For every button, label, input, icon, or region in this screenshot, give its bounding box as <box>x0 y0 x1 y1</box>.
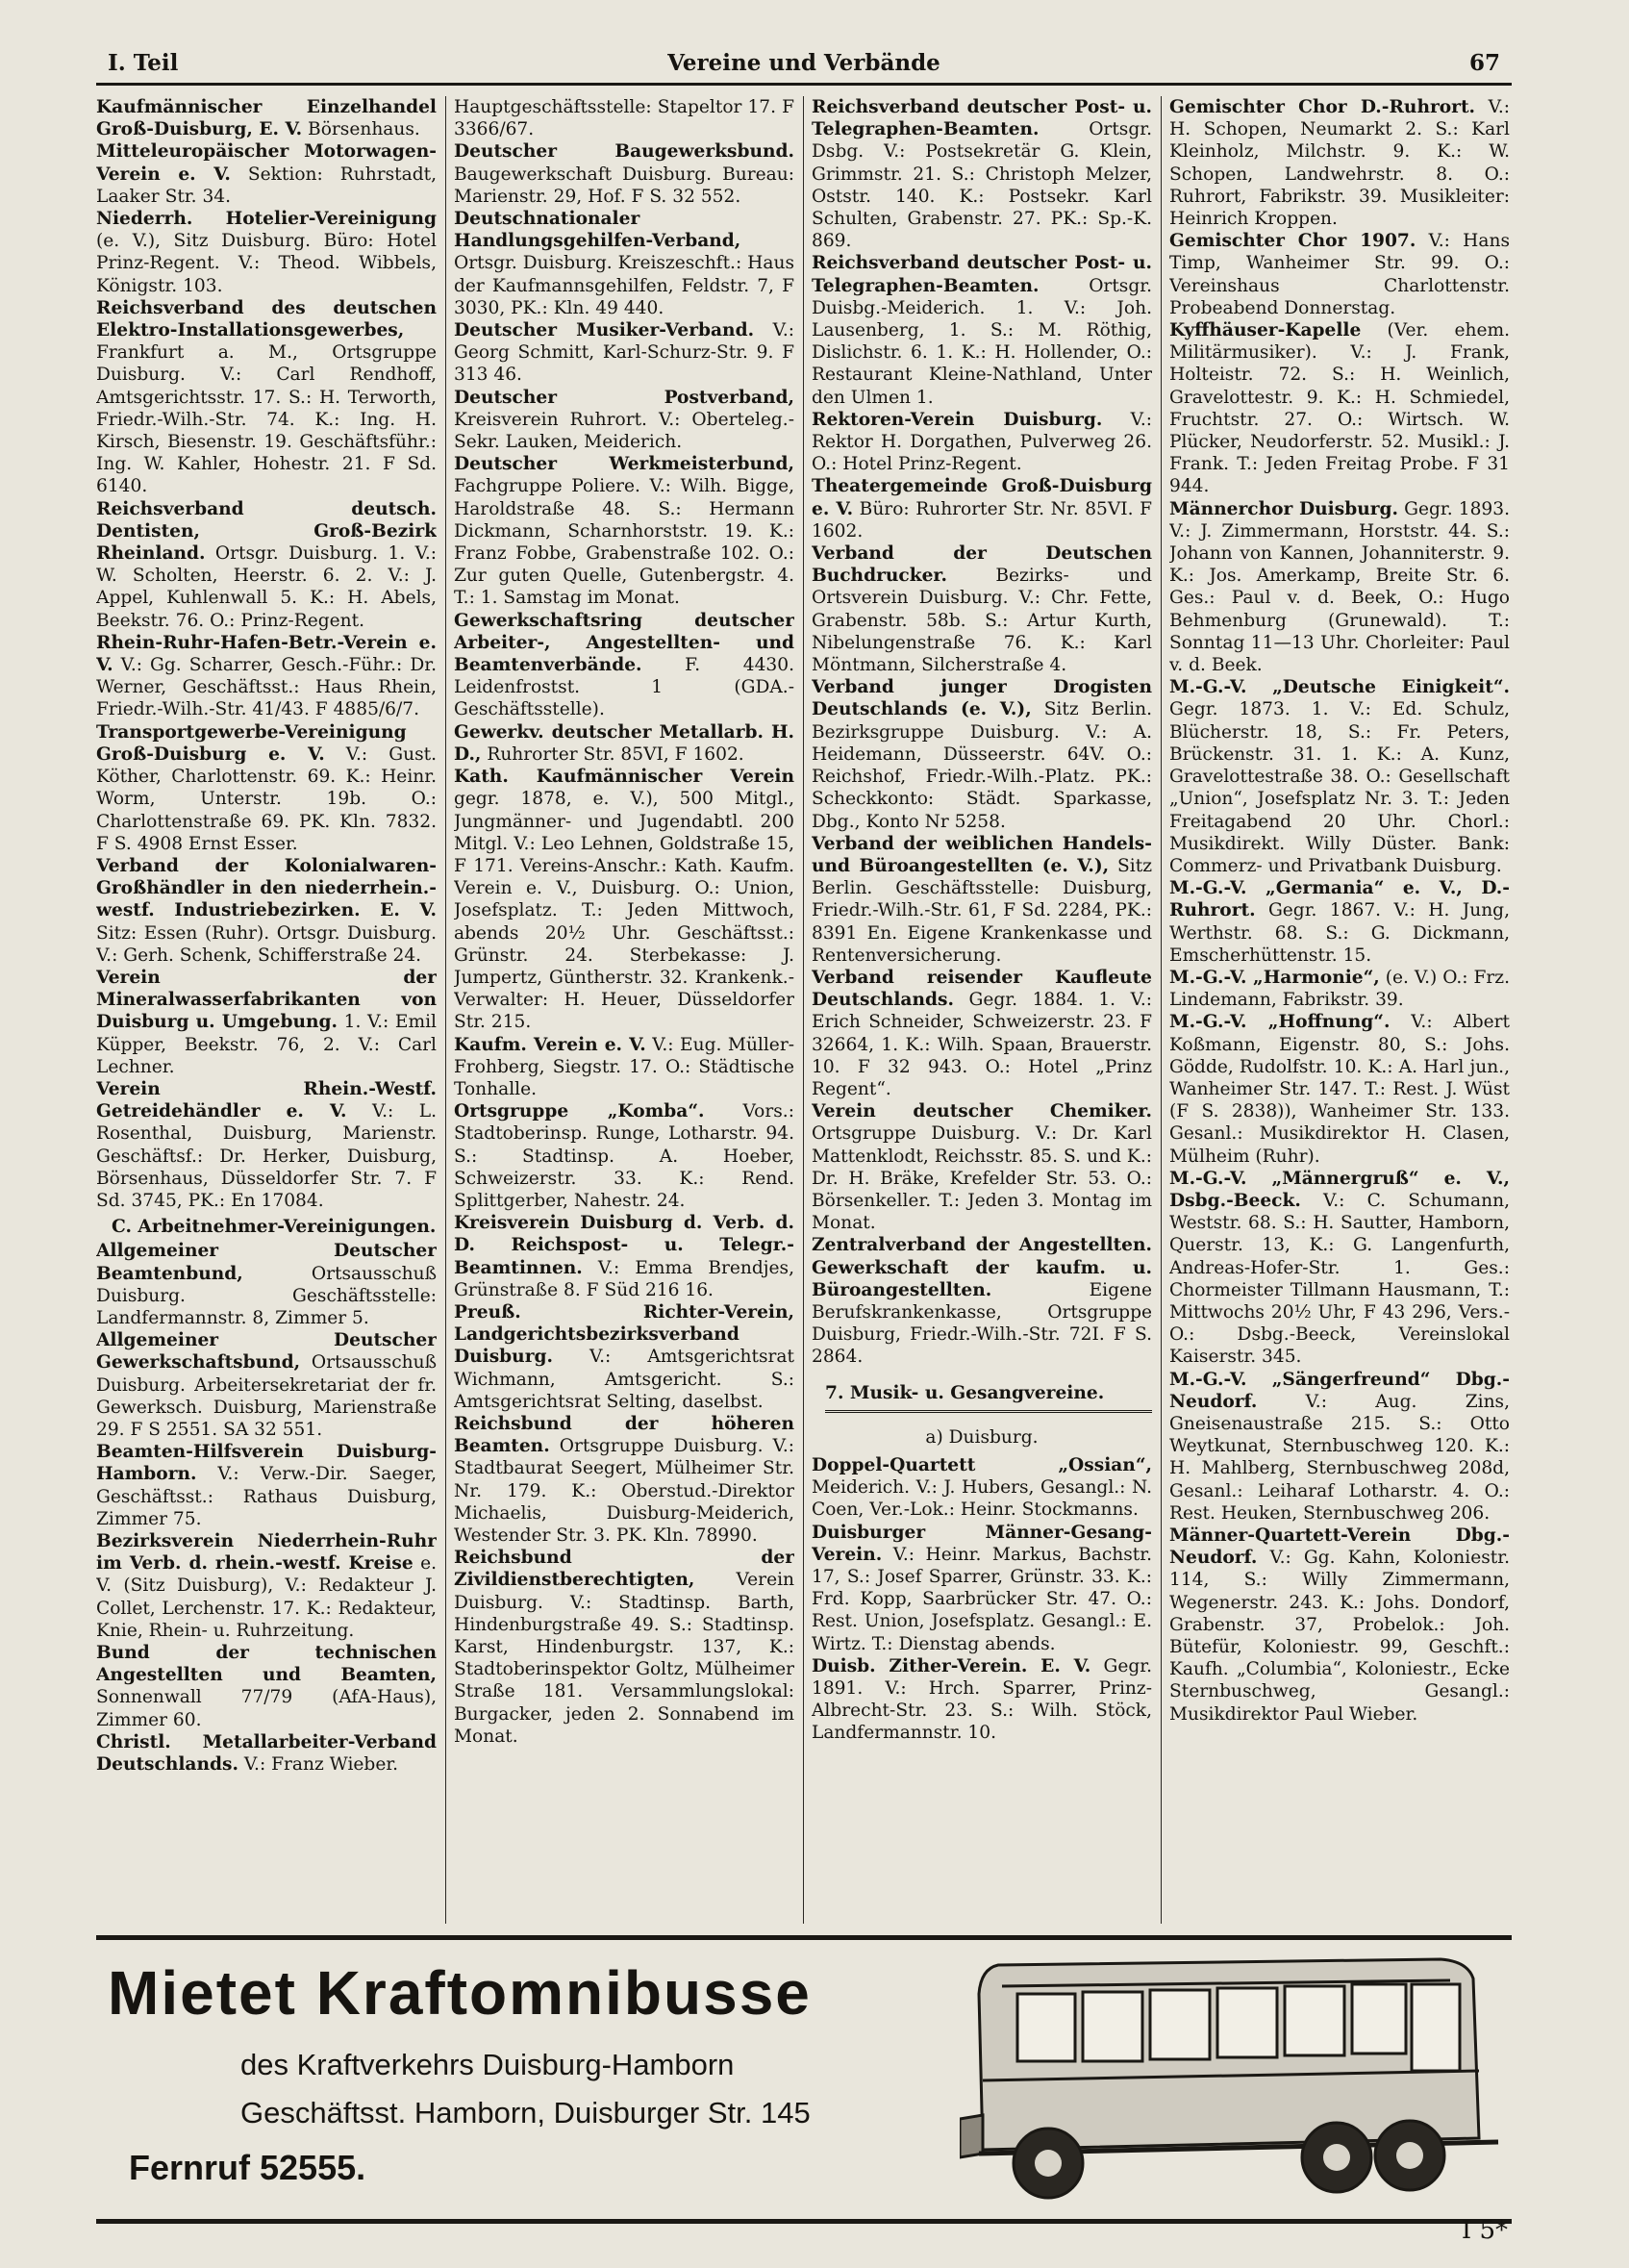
directory-entry <box>1169 96 1510 230</box>
entry-name: Transportgewerbe-Vereinigung Groß-Duisburg e. V. <box>96 721 407 765</box>
directory-entry <box>1169 498 1510 677</box>
directory-entry <box>812 475 1152 542</box>
section-heading: C. Arbeitnehmer-Vereinigungen. <box>112 1217 437 1238</box>
entry-name: Verband reisender Kaufleute Deutschlands. <box>812 967 1152 1011</box>
directory-entry <box>812 676 1152 832</box>
directory-entry <box>454 610 794 721</box>
entry-name: Reichsverband deutscher Post- u. Telegraphen-Beamten. <box>812 253 1152 296</box>
entry-name: Gewerkschaftsring deutscher Arbeiter-, Angestellten- und Beamtenverbände. <box>454 610 794 676</box>
directory-entry <box>96 297 437 498</box>
entry-name: Verein der Mineralwasserfabrikanten von Duisburg u. Umgebung. <box>96 967 437 1033</box>
directory-entry <box>1169 319 1510 498</box>
entry-name: M.-G.-V. „Deutsche Einigkeit“. <box>1169 677 1510 698</box>
entry-details: (Ver. ehem. Militärmusiker). V.: J. Frank, Holteistr. 72. S.: H. Weinlich, Gravelottestr. 9. K.: H. Schmiedel, Fruchtstr. 27. O.: Wirtsch. W. Plücker, Neudorferstr. 52. Musikl.: J. Frank. T.: Jeden Freitag Probe. F 31 944. <box>1169 320 1510 497</box>
entry-details: F. 4430. Leidenfrostst. 1 (GDA.-Geschäftsstelle). <box>454 655 794 720</box>
entry-name: Verband junger Drogisten Deutschlands (e. V.), <box>812 677 1152 720</box>
entry-details: V.: Gust. Köther, Charlottenstr. 69. K.: Heinr. Worm, Unterstr. 19b. O.: Charlottenstraße 69. PK. Kln. 7832. F S. 4908 Ernst Esser. <box>96 743 437 854</box>
column-divider <box>1161 96 1162 1924</box>
entry-details: Ortsgr. Dsbg. V.: Postsekretär G. Klein, Grimmstr. 21. S.: Christoph Melzer, Oststr. 140. K.: Postsekr. Karl Schulten, Grabenstr. 27. PK.: Sp.-K. 869. <box>812 119 1152 252</box>
directory-entry <box>96 967 437 1078</box>
entry-details: V.: Gg. Scharrer, Gesch.-Führ.: Dr. Werner, Geschäftsst.: Haus Rhein, Friedr.-Wilh.-Str. 41/43. F 4885/6/7. <box>96 655 437 720</box>
entry-name: Preuß. Richter-Verein, Landgerichtsbezirksverband Duisburg. <box>454 1301 794 1368</box>
entry-details: Gegr. 1884. 1. V.: Erich Schneider, Schweizerstr. 23. F 32664, 1. K.: Wilh. Spaan, Brauerstr. 10. F 32 943. O.: Hotel „Prinz Regent“. <box>812 990 1152 1099</box>
directory-entry <box>812 1655 1152 1745</box>
entry-details: Gegr. 1867. V.: H. Jung, Werthstr. 68. S.: G. Dickmann, Emscherhüttenstr. 15. <box>1169 900 1510 966</box>
entry-name: M.-G.-V. „Sängerfreund“ Dbg.-Neudorf. <box>1169 1369 1510 1412</box>
directory-entry <box>96 632 437 721</box>
column-2 <box>454 96 794 1924</box>
entry-details: Sitz Berlin. Geschäftsstelle: Duisburg, Friedr.-Wilh.-Str. 61, F Sd. 2284, PK.: 8391 En. Eigene Krankenkasse und Rentenversicherung. <box>812 855 1152 966</box>
entry-name: Allgemeiner Deutscher Beamtenbund, <box>96 1241 437 1284</box>
entry-name: Männer-Quartett-Verein Dbg.-Neudorf. <box>1169 1525 1510 1569</box>
directory-entry <box>454 1413 794 1547</box>
header-part: I. Teil <box>108 50 179 76</box>
entry-details: Gegr. 1891. V.: Hrch. Sparrer, Prinz-Albrecht-Str. 23. S.: Wilh. Stöck, Landfermannstr. 10. <box>812 1655 1152 1744</box>
entry-details: Büro: Ruhrorter Str. Nr. 85VI. F 1602. <box>812 498 1152 542</box>
directory-entry <box>812 1454 1152 1522</box>
directory-entry <box>454 96 794 140</box>
directory-entry <box>454 1212 794 1301</box>
entry-details: Kreisverein Ruhrort. V.: Oberteleg.-Sekr. Lauken, Meiderich. <box>454 409 794 453</box>
entry-name: Bund der technischen Angestellten und Beamten, <box>96 1643 437 1686</box>
entry-name: Niederrh. Hotelier-Vereinigung <box>96 209 437 230</box>
entry-name: Deutscher Werkmeisterbund, <box>454 454 794 475</box>
entry-details: e. V. (Sitz Duisburg), V.: Redakteur J. Collet, Lerchenstr. 17. K.: Redakteur, Knie, Rhein- u. Ruhrzeitung. <box>96 1553 437 1641</box>
entry-details: Ortsausschuß Duisburg. Arbeitersekretariat der fr. Gewerksch. Duisburg, Marienstraße 29. F S 2551. SA 32 551. <box>96 1352 437 1440</box>
column-divider <box>445 96 446 1924</box>
entry-name: Gemischter Chor D.-Ruhrort. <box>1169 97 1476 117</box>
entry-details: V.: Amtsgerichtsrat Wichmann, Amtsgericht. S.: Amtsgerichtsrat Selting, daselbst. <box>454 1347 794 1412</box>
directory-entry <box>812 1522 1152 1655</box>
entry-details: Verein Duisburg. V.: Stadtinsp. Barth, Hindenburgstraße 49. S.: Stadtinsp. Karst, Hindenburgstr. 137, K.: Stadtoberinspektor Goltz, Mülheimer Straße 181. Versammlungslokal: Burgacker, jeden 2. Sonnabend im Monat. <box>454 1570 794 1747</box>
entry-details: V.: Emma Brendjes, Grünstraße 8. F Süd 216 16. <box>454 1257 794 1300</box>
directory-entry <box>1169 676 1510 877</box>
entry-details: Frankfurt a. M., Ortsgruppe Duisburg. V.: Carl Rendhoff, Amtsgerichtsstr. 17. S.: H. Terworth, Friedr.-Wilh.-Str. 74. K.: Ing. H. Kirsch, Biesenstr. 19. Geschäftsführ.: Ing. W. Kahler, Hohestr. 21. F Sd. 6140. <box>96 342 437 497</box>
page-header <box>96 44 1512 86</box>
entry-name: Theatergemeinde Groß-Duisburg e. V. <box>812 476 1152 519</box>
entry-details: V.: Heinr. Markus, Bachstr. 17, S.: Josef Sparrer, Grünstr. 33. K.: Frd. Kopp, Saarbrücker Str. 47. O.: Rest. Union, Josefsplatz. Gesangl.: E. Wirtz. T.: Dienstag abends. <box>812 1544 1152 1654</box>
entry-details: Ortsausschuß Duisburg. Geschäftsstelle: Landfermannstr. 8, Zimmer 5. <box>96 1263 437 1328</box>
entry-details: Sektion: Ruhrstadt, Laaker Str. 34. <box>96 164 437 207</box>
directory-entry <box>454 319 794 387</box>
directory-entry <box>812 252 1152 408</box>
entry-details: Eigene Berufskrankenkasse, Ortsgruppe Duisburg, Friedr.-Wilh.-Str. 72I. F S. 2864. <box>812 1279 1152 1368</box>
directory-entry <box>96 1329 437 1441</box>
entry-name: Rhein-Ruhr-Hafen-Betr.-Verein e. V. <box>96 632 437 676</box>
entry-name: Deutscher Baugewerksbund. <box>454 141 794 163</box>
entry-details: Gegr. 1873. 1. V.: Ed. Schulz, Blücherstr. 18, S.: Fr. Peters, Brückenstr. 31. 1. K.: A. Kunz, Gravelottestraße 38. O.: Gesellschaft „Union“, Josefsplatz Nr. 3. T.: Jeden Freitagabend 20 Uhr. Chorl.: Musikdirekt. Willy Düster. Bank: Commerz- und Privatbank Duisburg. <box>1169 699 1510 876</box>
entry-name: Reichsverband deutscher Post- u. Telegraphen-Beamten. <box>812 97 1152 140</box>
entry-details: V.: Georg Schmitt, Karl-Schurz-Str. 9. F 313 46. <box>454 320 794 386</box>
directory-entry <box>96 1530 437 1642</box>
entry-name: Reichsverband des deutschen Elektro-Installationsgewerbes, <box>96 297 437 341</box>
entry-details: Börsenhaus. <box>302 119 420 140</box>
directory-entry <box>812 1100 1152 1234</box>
directory-entry <box>454 387 794 454</box>
entry-details: Baugewerkschaft Duisburg. Bureau: Marienstr. 29, Hof. F S. 32 552. <box>454 164 794 207</box>
entry-name: Verein Rhein.-Westf. Getreidehändler e. V. <box>96 1078 437 1122</box>
entry-name: Reichsbund der Zivildienstberechtigten, <box>454 1548 794 1591</box>
directory-entry <box>812 967 1152 1100</box>
directory-columns <box>96 96 1512 1924</box>
entry-details: V.: L. Rosenthal, Duisburg, Marienstr. Geschäftsf.: Dr. Herker, Duisburg, Börsenhaus, Düsseldorfer Str. 7. F Sd. 3745, PK.: En 17084. <box>96 1101 437 1211</box>
entry-name: Reichsverband deutsch. Dentisten, Groß-Bezirk Rheinland. <box>96 498 437 565</box>
entry-name: Deutscher Postverband, <box>454 387 794 408</box>
entry-name: M.-G.-V. „Harmonie“, <box>1169 967 1380 988</box>
entry-name: Beamten-Hilfsverein Duisburg-Hamborn. <box>96 1442 437 1485</box>
directory-entry <box>812 542 1152 676</box>
entry-details: Ortsgruppe Duisburg. V.: Dr. Karl Mattenklodt, Reichsstr. 85. S. und K.: Dr. H. Bräke, Krefelder Str. 53. O.: Börsenkeller. T.: Jeden 3. Montag im Monat. <box>812 1123 1152 1234</box>
ad-phone: Fernruf 52555. <box>129 2148 366 2187</box>
entry-name: Deutschnationaler Handlungsgehilfen-Verband, <box>454 209 741 252</box>
column-4 <box>1169 96 1510 1924</box>
entry-details: Gegr. 1893. V.: J. Zimmermann, Horststr. 44. S.: Johann von Kannen, Johanniterstr. 9. K.: Jos. Amerkamp, Breite Str. 6. Ges.: Paul v. d. Beek, O.: Hugo Behmenburg (Grunewald). T.: Sonntag 11—13 Uhr. Chorleiter: Paul v. d. Beek. <box>1169 498 1510 676</box>
page-number: 67 <box>1468 50 1500 76</box>
directory-entry <box>1169 877 1510 967</box>
entry-name: Verband der Kolonialwaren-Großhändler in den niederrhein.-westf. Industriebezirken. E. V. <box>96 855 437 921</box>
entry-details: Ortsgr. Duisburg. 1. V.: W. Scholten, Heerstr. 6. 2. V.: J. Appel, Kuhlenwall 5. K.: H. Abels, Beekstr. 76. O.: Prinz-Regent. <box>96 543 437 631</box>
directory-entry <box>1169 1011 1510 1167</box>
column-3 <box>812 96 1152 1924</box>
entry-details: V.: Aug. Zins, Gneisenaustraße 215. S.: Otto Weytkunat, Sternbuschweg 120. K.: H. Mahlberg, Sternbuschweg 208d, Gesanl.: Leiharaf Lotharstr. 4. O.: Rest. Heuken, Sternbuschweg 206. <box>1169 1391 1510 1524</box>
directory-entry <box>454 766 794 1033</box>
directory-entry <box>1169 1369 1510 1525</box>
entry-name: Kyffhäuser-Kapelle <box>1169 320 1362 341</box>
header-title: Vereine und Verbände <box>667 50 940 76</box>
entry-details: Ortsgr. Duisburg. Kreiszeschft.: Haus der Kaufmannsgehilfen, Feldstr. 7, F 3030, PK.: Kln. 49 440. <box>454 253 794 318</box>
directory-entry <box>812 833 1152 967</box>
section-heading: 7. Musik- u. Gesangvereine. <box>825 1382 1152 1413</box>
directory-entry <box>1169 1168 1510 1369</box>
entry-name: Zentralverband der Angestellten. Gewerkschaft der kaufm. u. Büroangestellten. <box>812 1235 1152 1300</box>
entry-name: Verband der weiblichen Handels- und Büroangestellten (e. V.), <box>812 833 1152 876</box>
entry-details: V.: C. Schumann, Weststr. 68. S.: H. Sautter, Hamborn, Querstr. 13, K.: G. Langenfurth, Andreas-Hofer-Str. 1. Ges.: Chormeister Tillmann Hausmann, T.: Mittwochs 20½ Uhr, F 43 296, Vers.-O.: Dsbg.-Beeck, Vereinslokal Kaiserstr. 345. <box>1169 1190 1510 1368</box>
subsection-heading: a) Duisburg. <box>925 1426 1039 1448</box>
column-1 <box>96 96 437 1924</box>
entry-name: M.-G.-V. „Hoffnung“. <box>1169 1012 1391 1033</box>
directory-entry <box>96 1078 437 1212</box>
entry-name: Deutscher Musiker-Verband. <box>454 320 755 341</box>
entry-name: Duisb. Zither-Verein. E. V. <box>812 1655 1091 1676</box>
entry-details: V.: Franz Wieber. <box>238 1754 399 1776</box>
entry-name: Kaufmännischer Einzelhandel Groß-Duisburg, E. V. <box>96 97 437 140</box>
directory-entry <box>454 1100 794 1212</box>
entry-details: Sonnenwall 77/79 (AfA-Haus), Zimmer 60. <box>96 1687 437 1730</box>
entry-details: V.: H. Schopen, Neumarkt 2. S.: Karl Kleinholz, Milchstr. 9. K.: W. Schopen, Landwehrstr. 8. O.: Ruhrort, Fabrikstr. 39. Musikleiter: Heinrich Kroppen. <box>1169 97 1510 230</box>
directory-entry <box>96 1240 437 1329</box>
entry-name: Gemischter Chor 1907. <box>1169 231 1416 252</box>
entry-details: Bezirks- und Ortsverein Duisburg. V.: Chr. Fette, Grabenstr. 58b. S.: Artur Kurth, Nibelungenstraße 76. K.: Karl Möntmann, Silcherstraße 4. <box>812 566 1152 676</box>
entry-details: V.: Gg. Kahn, Koloniestr. 114, S.: Willy Zimmermann, Wegenerstr. 243. K.: Johs. Dondorf, Grabenstr. 37, Probelok.: Joh. Bütefür, Koloniestr. 99, Geschft.: Kaufh. „Columbia“, Koloniestr., Ecke Sternbuschweg, Gesangl.: Musikdirektor Paul Wieber. <box>1169 1548 1510 1725</box>
entry-name: Gewerkv. deutscher Metallarb. H. D., <box>454 721 794 765</box>
entry-details: Fachgruppe Poliere. V.: Wilh. Bigge, Haroldstraße 48. S.: Hermann Dickmann, Scharnhorststr. 19. K.: Franz Fobbe, Grabenstraße 102. O.: Zur guten Quelle, Gutenbergstr. 4. T.: 1. Samstag im Monat. <box>454 476 794 609</box>
entry-details: V.: Hans Timp, Wanheimer Str. 99. O.: Vereinshaus Charlottenstr. Probeabend Donnerstag. <box>1169 231 1510 318</box>
directory-entry <box>454 721 794 766</box>
directory-entry <box>1169 230 1510 319</box>
entry-details: Vors.: Stadtoberinsp. Runge, Lotharstr. 94. S.: Stadtinsp. A. Hoeber, Schweizerstr. 33. K.: Rend. Splittgerber, Nahestr. 24. <box>454 1101 794 1211</box>
entry-name: Duisburger Männer-Gesang-Verein. <box>812 1522 1152 1565</box>
ad-address: Geschäftsst. Hamborn, Duisburger Str. 145 <box>240 2096 811 2129</box>
directory-entry <box>96 498 437 632</box>
entry-name: Allgemeiner Deutscher Gewerkschaftsbund, <box>96 1330 437 1373</box>
entry-details: (e. V.) O.: Frz. Lindemann, Fabrikstr. 39. <box>1169 967 1510 1011</box>
entry-details: (e. V.), Sitz Duisburg. Büro: Hotel Prinz-Regent. V.: Theod. Wibbels, Königstr. 103. <box>96 231 437 296</box>
bus-illustration <box>960 1936 1504 2215</box>
directory-entry <box>1169 1525 1510 1726</box>
entry-details: Ortsgr. Duisbg.-Meiderich. 1. V.: Joh. Lausenberg, 1. S.: M. Röthig, Dislichstr. 6. 1. K.: H. Hollender, O.: Restaurant Kleine-Nathland, Unter den Ulmen 1. <box>812 275 1152 408</box>
directory-entry <box>96 1441 437 1530</box>
entry-name: Kath. Kaufmännischer Verein <box>454 767 794 788</box>
entry-details: Ruhrorter Str. 85VI, F 1602. <box>481 743 744 765</box>
directory-entry <box>96 96 437 140</box>
directory-entry <box>96 1642 437 1731</box>
entry-details: Ortsgruppe Duisburg. V.: Stadtbaurat Seegert, Mülheimer Str. Nr. 179. K.: Oberstud.-Direktor Michaelis, Duisburg-Meiderich, Westender Str. 3. PK. Kln. 78990. <box>454 1436 794 1546</box>
directory-entry <box>454 1547 794 1748</box>
directory-entry <box>96 140 437 208</box>
sheet-signature: I 5* <box>1461 2216 1508 2245</box>
entry-name: Bezirksverein Niederrhein-Ruhr im Verb. d. rhein.-westf. Kreise <box>96 1531 437 1575</box>
entry-details: V.: Rektor H. Dorgathen, Pulverweg 26. O.: Hotel Prinz-Regent. <box>812 409 1152 475</box>
directory-entry <box>812 409 1152 476</box>
entry-details: V.: Albert Koßmann, Eigenstr. 80, S.: Johs. Gödde, Rudolfstr. 10. K.: A. Harl jun., Wanheimer Str. 147. T.: Rest. J. Wüst (F S. 2838)), Wanheimer Str. 133. Gesanl.: Musikdirektor H. Clasen, Mülheim (Ruhr). <box>1169 1012 1510 1167</box>
entry-name: Rektoren-Verein Duisburg. <box>812 409 1103 430</box>
entry-name: Reichsbund der höheren Beamten. <box>454 1413 794 1457</box>
directory-entry <box>454 453 794 609</box>
entry-details: Hauptgeschäftsstelle: Stapeltor 17. F 3366/67. <box>454 97 794 140</box>
directory-entry <box>454 1301 794 1413</box>
directory-entry <box>812 1234 1152 1368</box>
entry-name: Verein deutscher Chemiker. <box>812 1101 1152 1122</box>
directory-entry <box>454 1034 794 1101</box>
entry-name: Christl. Metallarbeiter-Verband Deutschlands. <box>96 1731 437 1776</box>
bus-advertisement <box>96 1935 1512 2224</box>
directory-entry <box>96 721 437 855</box>
ad-company: des Kraftverkehrs Duisburg-Hamborn <box>240 2048 735 2081</box>
entry-name: Männerchor Duisburg. <box>1169 498 1398 519</box>
ad-title: Mietet Kraftomnibusse <box>108 1958 812 2028</box>
entry-name: M.-G.-V. „Männergruß“ e. V., Dsbg.-Beeck. <box>1169 1168 1510 1211</box>
entry-details: Sitz: Essen (Ruhr). Ortsgr. Duisburg. V.: Gerh. Schenk, Schifferstraße 24. <box>96 922 437 966</box>
directory-entry <box>96 855 437 967</box>
directory-entry <box>454 208 794 319</box>
directory-entry <box>96 1731 437 1776</box>
entry-name: M.-G.-V. „Germania“ e. V., D.-Ruhrort. <box>1169 878 1510 921</box>
entry-name: Kaufm. Verein e. V. <box>454 1034 646 1055</box>
entry-details: V.: Eug. Müller-Frohberg, Siegstr. 17. O.: Städtische Tonhalle. <box>454 1034 794 1099</box>
entry-details: V.: Verw.-Dir. Saeger, Geschäftsst.: Rathaus Duisburg, Zimmer 75. <box>96 1464 437 1529</box>
entry-name: Verband der Deutschen Buchdrucker. <box>812 543 1152 587</box>
entry-name: Ortsgruppe „Komba“. <box>454 1101 705 1122</box>
entry-details: gegr. 1878, e. V.), 500 Mitgl., Jungmänner- und Jugendabtl. 200 Mitgl. V.: Leo Lehnen, Goldstraße 15, F 171. Vereins-Anschr.: Kath. Kaufm. Verein e. V., Duisburg. O.: Union, Josefsplatz. T.: Jeden Mittwoch, abends 20½ Uhr. Geschäftsst.: Grünstr. 24. Sterbekasse: J. Jumpertz, Güntherstr. 32. Krankenk.-Verwalter: H. Heuer, Düsseldorfer Str. 215. <box>454 789 794 1033</box>
directory-entry <box>1169 967 1510 1011</box>
entry-name: Doppel-Quartett „Ossian“, <box>812 1454 1152 1475</box>
column-divider <box>803 96 804 1924</box>
directory-entry <box>454 140 794 208</box>
directory-entry <box>812 96 1152 252</box>
directory-entry <box>96 208 437 297</box>
entry-details: Sitz Berlin. Bezirksgruppe Duisburg. V.: A. Heidemann, Düsseerstr. 64V. O.: Reichshof, Friedr.-Wilh.-Platz. PK.: Scheckkonto: Städt. Sparkasse, Dbg., Konto Nr 5258. <box>812 699 1152 832</box>
entry-name: Mitteleuropäischer Motorwagen-Verein e. V. <box>96 141 437 185</box>
entry-name: Kreisverein Duisburg d. Verb. d. D. Reichspost- u. Telegr.-Beamtinnen. <box>454 1213 794 1278</box>
entry-details: 1. V.: Emil Küpper, Beekstr. 76, 2. V.: Carl Lechner. <box>96 1012 437 1077</box>
entry-details: Meiderich. V.: J. Hubers, Gesangl.: N. Coen, Ver.-Lok.: Heinr. Stockmanns. <box>812 1477 1152 1521</box>
